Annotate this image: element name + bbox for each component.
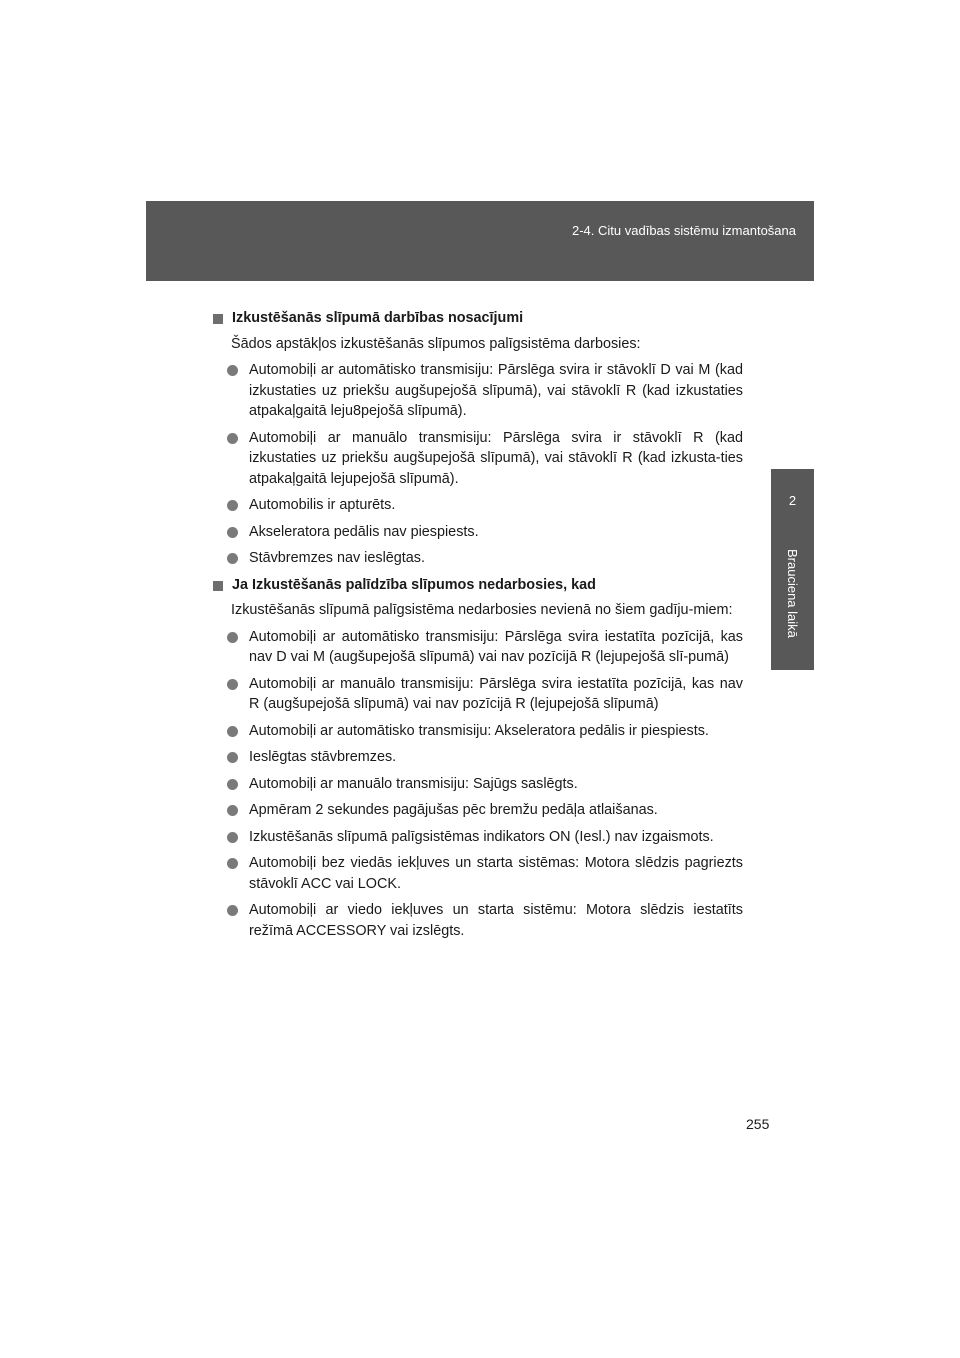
list-item — [212, 827, 743, 848]
circle-bullet-icon — [227, 553, 238, 564]
section-intro: Izkustēšanās slīpumā palīgsistēma nedarbosies nevienā no šiem gadīju-miem: — [231, 602, 733, 618]
list-item — [212, 853, 743, 894]
circle-bullet-icon — [227, 832, 238, 843]
list-item-text: Ieslēgtas stāvbremzes. — [249, 749, 397, 765]
chapter-number: 2 — [788, 493, 797, 508]
circle-bullet-icon — [227, 679, 238, 690]
square-bullet-icon — [213, 581, 223, 591]
section-heading-operating-conditions — [212, 308, 743, 329]
list-item — [212, 360, 743, 422]
circle-bullet-icon — [227, 527, 238, 538]
circle-bullet-icon — [227, 905, 238, 916]
list-item-text: Apmēram 2 sekundes pagājušas pēc bremžu pedāļa atlaišanas. — [249, 802, 658, 818]
circle-bullet-icon — [227, 752, 238, 763]
circle-bullet-icon — [227, 632, 238, 643]
list-item-text: Stāvbremzes nav ieslēgtas. — [249, 550, 425, 566]
heading-text: Ja Izkustēšanās palīdzība slīpumos nedarbosies, kad — [232, 576, 596, 593]
list-item — [212, 800, 743, 821]
list-item — [212, 495, 743, 516]
list-item — [212, 747, 743, 768]
not-operating-list — [212, 627, 743, 942]
list-item-text: Automobiļi bez viedās iekļuves un starta sistēmas: Motora slēdzis pagriezts stāvoklī ACC vai LOCK. — [249, 855, 743, 892]
circle-bullet-icon — [227, 779, 238, 790]
list-item — [212, 627, 743, 668]
list-item-text: Automobiļi ar manuālo transmisiju: Pārslēga svira iestatīta pozīcijā, kas nav R (augšupejošā slīpumā) vai nav pozīcijā R (lejupejošā slīpumā) — [249, 675, 743, 712]
list-item — [212, 548, 743, 569]
list-item-text: Akseleratora pedālis nav piespiests. — [249, 523, 479, 540]
list-item-text: Automobiļi ar viedo iekļuves un starta sistēmu: Motora slēdzis iestatīts režīmā ACCESSORY vai izslēgts. — [249, 902, 743, 939]
page-content — [212, 308, 743, 947]
circle-bullet-icon — [227, 858, 238, 869]
circle-bullet-icon — [227, 433, 238, 444]
chapter-label: Brauciena laikā — [785, 549, 800, 638]
square-bullet-icon — [213, 314, 223, 324]
list-item — [212, 900, 743, 941]
list-item — [212, 522, 743, 543]
list-item-text: Automobiļi ar manuālo transmisiju: Pārslēga svira ir stāvoklī R (kad izkustaties uz priekšu augšupejošā slīpumā), vai stāvoklī R (kad izkusta-ties atpakaļgaitā lejupejošā slīpumā). — [249, 429, 743, 487]
list-item-text: Automobiļi ar automātisko transmisiju: Pārslēga svira ir stāvoklī D vai M (kad izkustaties uz priekšu augšupejošā slīpumā), vai stāvoklī R (kad izkustaties atpakaļgaitā leju8pejošā slīpumā). — [249, 362, 743, 419]
list-item — [212, 428, 743, 490]
list-item — [212, 774, 743, 795]
page-number: 255 — [746, 1116, 770, 1132]
list-item-text: Automobiļi ar automātisko transmisiju: Akseleratora pedālis ir piespiests. — [249, 722, 709, 739]
circle-bullet-icon — [227, 365, 238, 376]
section-title: 2-4. Citu vadības sistēmu izmantošana — [572, 223, 796, 238]
section-header-band — [146, 201, 814, 281]
list-item — [212, 674, 743, 715]
circle-bullet-icon — [227, 726, 238, 737]
list-item — [212, 721, 743, 742]
circle-bullet-icon — [227, 805, 238, 816]
circle-bullet-icon — [227, 500, 238, 511]
heading-text: Izkustēšanās slīpumā darbības nosacījumi — [232, 310, 524, 326]
chapter-side-tab — [771, 469, 814, 670]
list-item-text: Automobiļi ar manuālo transmisiju: Sajūgs saslēgts. — [249, 775, 578, 792]
list-item-text: Automobiļi ar automātisko transmisiju: Pārslēga svira iestatīta pozīcijā, kas nav D vai M (augšupejošā slīpumā) vai nav pozīcijā R (lejupejošā slī-pumā) — [249, 628, 743, 665]
section-heading-not-operating — [212, 575, 743, 596]
conditions-list — [212, 360, 743, 569]
section-intro: Šādos apstākļos izkustēšanās slīpumos palīgsistēma darbosies: — [231, 335, 641, 352]
list-item-text: Izkustēšanās slīpumā palīgsistēmas indikators ON (Iesl.) nav izgaismots. — [249, 828, 714, 845]
list-item-text: Automobilis ir apturēts. — [249, 497, 396, 513]
